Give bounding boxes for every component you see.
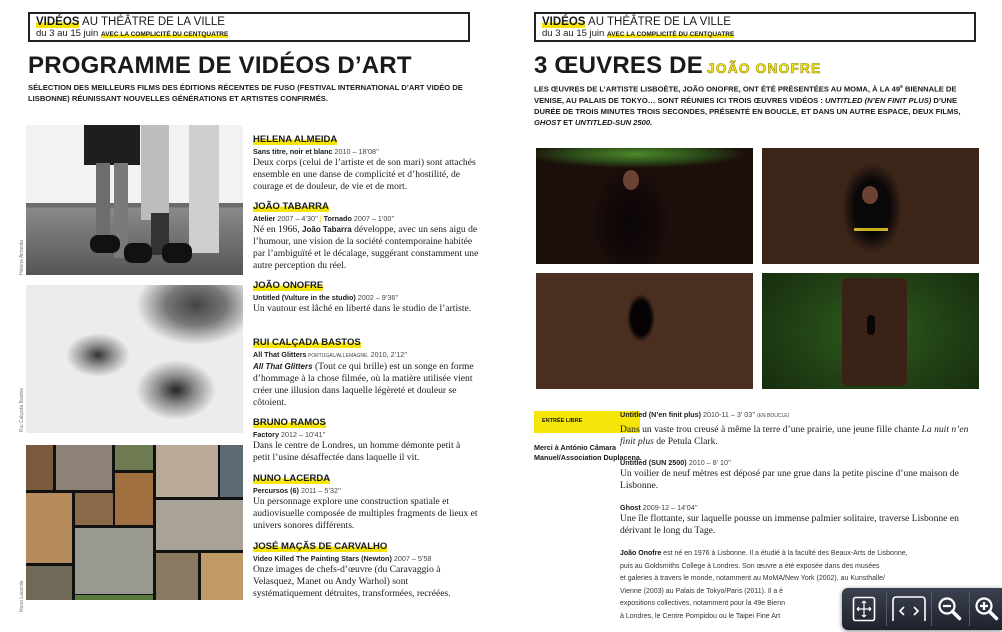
lede-title: UNTITLED (N’EN FINIT PLUS): [825, 95, 932, 105]
artist-name: BRUNO RAMOS: [253, 417, 326, 428]
work-title: Untitled (N’en finit plus): [620, 410, 702, 419]
photo-credit-1: Helena Almeida: [19, 239, 25, 275]
lede: [534, 82, 984, 128]
work-description: Dans le centre de Londres, un homme démonte petit à petit l’usine désaffectée dans laquelle il vit.: [253, 440, 461, 463]
work-description: Un personnage explore une construction spatiale et audiovisuelle composée de multiples fragments de lieux et univers sonores différents.: [253, 496, 478, 531]
header-partner: AVEC LA COMPLICITÉ DU CENTQUATRE: [606, 31, 735, 38]
work-title: Atelier: [253, 214, 276, 223]
work-country: PORTUGAL/ALLEMAGNE,: [306, 353, 369, 359]
program-entry: [253, 129, 479, 193]
page-title: [534, 52, 821, 80]
program-entry: [253, 275, 479, 315]
artist-name: RUI CALÇADA BASTOS: [253, 337, 361, 348]
viewer-toolbar: [842, 588, 1002, 630]
artist-name: JOÃO ONOFRE: [253, 280, 324, 291]
bio-line: puis au Goldsmiths College à Londres. Son œuvre a été exposée dans des musées: [620, 562, 880, 570]
work-description: Un vautour est lâché en liberté dans le studio de l’artiste.: [253, 303, 472, 314]
lede-part: ET: [561, 117, 575, 127]
title-main: 3 ŒUVRES DE: [534, 52, 703, 79]
work-meta: 2007 – 4’30’’: [275, 214, 320, 223]
work-description: Deux corps (celui de l’artiste et de son mari) sont attachés ensemble en une danse de complicité et d’hostilité, de courage et de douleur, de vie et de mort.: [253, 157, 476, 192]
photo-credit-2: Rui Calçada Bastos: [19, 388, 25, 432]
work-meta: 2010, 2’12’’: [368, 350, 408, 359]
page-title: PROGRAMME DE VIDÉOS D’ART: [28, 52, 412, 79]
work-meta: 2007 – 5’58: [391, 554, 432, 563]
photo-rui-calcada-bastos: [26, 285, 243, 433]
work-meta: 2010 – 18’08’’: [332, 147, 380, 156]
photo-helena-almeida: [26, 125, 243, 275]
work-meta-2: 2007 – 1’00’’: [351, 214, 395, 223]
bio-line: et galeries à travers le monde, notamment au MoMA/New York (2002), au Kunsthalle/: [620, 575, 885, 582]
header-venue: AU THÉÂTRE DE LA VILLE: [585, 16, 731, 28]
bio-line: Vienne (2003) au Palais de Tokyo/Paris (2011). Il a é: [620, 587, 784, 595]
program-entry: [253, 196, 479, 272]
work-description: Onze images de chefs-d’œuvre (du Caravaggio à Velasquez, Manet ou Andy Warhol) sont systématiquement détruites, transformées, recréées.: [253, 564, 451, 599]
still-girl-from-above: [762, 148, 979, 264]
work-loop: (EN BOUCLE): [757, 413, 790, 419]
desc-part: de Petula Clark.: [653, 436, 718, 447]
program-entry: [253, 468, 479, 532]
lede-sup: e: [900, 84, 903, 90]
work-meta: 2009-12 – 14’04’’: [640, 503, 698, 512]
still-pit-in-meadow: [762, 273, 979, 389]
zoom-out-icon: [937, 596, 963, 622]
artist-name: JOÃO TABARRA: [253, 201, 329, 212]
header-dates: du 3 au 15 juin: [542, 28, 607, 39]
work-meta: 2011 – 5’32’’: [298, 486, 342, 495]
fullscreen-button[interactable]: [846, 592, 882, 626]
desc-song: La nuit n’en finit plus: [620, 424, 969, 447]
program-entry: [253, 536, 479, 600]
right-page: [500, 0, 1002, 632]
program-entry: [253, 332, 479, 409]
bio-name: João Onofre: [620, 550, 662, 557]
left-page: [0, 0, 500, 632]
page-navigation-button[interactable]: [886, 592, 931, 626]
header-videos: VIDÉOS: [36, 16, 80, 28]
still-figure-in-pit: [536, 273, 753, 389]
bio-line: expositions collectives, notamment pour la 49e Bienn: [620, 600, 785, 607]
work-title: Sans titre, noir et blanc: [253, 147, 333, 156]
event-header: [534, 12, 976, 42]
prev-next-icon: [891, 596, 927, 622]
work-meta: 2002 – 9’36’’: [355, 293, 399, 302]
work-title: Factory: [253, 430, 279, 439]
header-videos: VIDÉOS: [542, 16, 586, 28]
desc-part: développe, avec un sens aigu de l’humour, une vision de la société contemporaine habitée par l’ambiguïté et le décalage, suggérant constamment une autre perception du réel.: [253, 224, 479, 271]
work-entry: [620, 410, 980, 448]
header-dates: du 3 au 15 juin: [36, 28, 101, 39]
lede-part: D’UNE DURÉE DE TROIS MINUTES TROIS SECONDES, PRÉSENTÉ EN BOUCLE, ET DANS UN AUTRE ESPACE, DEUX FILMS,: [534, 95, 961, 116]
work-entry: [620, 458, 980, 492]
program-entry: [253, 412, 479, 464]
desc-part: Né en 1966,: [253, 224, 303, 235]
lede-part: BIENNALE DE VENISE, AU PALAIS DE TOKYO… SONT RÉUNIES ICI TROIS ŒUVRES VIDÉOS :: [534, 84, 957, 105]
bio-line: à Londres, le Centre Pompidou ou le Taipei Fine Art: [620, 612, 781, 620]
artist-name: JOSÉ MAÇÃS DE CARVALHO: [253, 541, 388, 552]
expand-arrows-icon: [852, 596, 876, 622]
zoom-in-icon: [974, 596, 1000, 622]
event-header: [28, 12, 470, 42]
work-description: (Tout ce qui brille) est un songe en forme d’hommage à la chose filmée, où la matière utilisée vient créer une illusion dans laquelle légèreté et douleur se côtoient.: [253, 361, 474, 408]
lede-part: LES ŒUVRES DE L’ARTISTE LISBOÈTE, JOÃO ONOFRE, ONT ÉTÉ PRÉSENTÉES AU MOMA, À LA 49: [534, 84, 901, 94]
lede-title: UNTITLED-SUN 2500.: [574, 117, 653, 127]
desc-artist: João Tabarra: [302, 225, 352, 234]
zoom-out-button[interactable]: [931, 592, 968, 626]
work-title: Ghost: [620, 503, 641, 512]
work-title-2: Tornado: [321, 214, 352, 223]
photo-nuno-lacerda: [26, 445, 243, 600]
free-entry-label: ENTRÉE LIBRE: [542, 418, 583, 424]
header-partner: AVEC LA COMPLICITÉ DU CENTQUATRE: [100, 31, 229, 38]
work-title: Untitled (Vulture in the studio): [253, 293, 356, 302]
lede: SÉLECTION DES MEILLEURS FILMS DES ÉDITIONS RÉCENTES DE FUSO (FESTIVAL INTERNATIONAL D’ART VIDÉO DE LISBONNE) RÉUNISSANT NOUVELLES GÉNÉRATIONS ET ARTISTES CONFIRMÉS.: [28, 83, 463, 103]
separator: |: [319, 214, 322, 223]
desc-title: All That Glitters: [253, 362, 313, 371]
photo-credit-3: Nuno Lacerda: [19, 580, 25, 612]
still-girl-singing: [536, 148, 753, 264]
zoom-in-button[interactable]: [969, 592, 1002, 626]
work-title: Percursos (6): [253, 486, 299, 495]
header-venue: AU THÉÂTRE DE LA VILLE: [79, 16, 225, 28]
bio-line: est né en 1976 à Lisbonne. Il a étudié à la faculté des Beaux-Arts de Lisbonne,: [661, 550, 908, 557]
work-title: Untitled (SUN 2500): [620, 458, 687, 467]
work-title: All That Glitters: [253, 350, 307, 359]
work-description: Une île flottante, sur laquelle pousse un immense palmier solitaire, traverse Lisbonne en dérivant le long du Tage.: [620, 513, 959, 536]
work-meta: 2010 – 8’ 10’’: [686, 458, 732, 467]
acknowledgements: Merci à António Câmara Manuel/Association Duplacena.: [534, 443, 642, 462]
work-title: Video Killed The Painting Stars (Newton): [253, 554, 392, 563]
desc-part: Dans un vaste trou creusé à même la terre d’une prairie, une jeune fille chante: [620, 424, 922, 435]
work-description: Un voilier de neuf mètres est déposé par une grue dans la petite piscine d’une maison de Lisbonne.: [620, 468, 959, 491]
work-meta: 2010-11 – 3’ 03’’: [701, 410, 758, 419]
artist-name: HELENA ALMEIDA: [253, 134, 338, 145]
work-meta: 2012 – 10’41’’: [278, 430, 326, 439]
title-artist: JOÃO ONOFRE: [706, 60, 822, 76]
lede-title: GHOST: [534, 117, 562, 127]
artist-name: NUNO LACERDA: [253, 473, 331, 484]
work-entry: [620, 503, 980, 537]
